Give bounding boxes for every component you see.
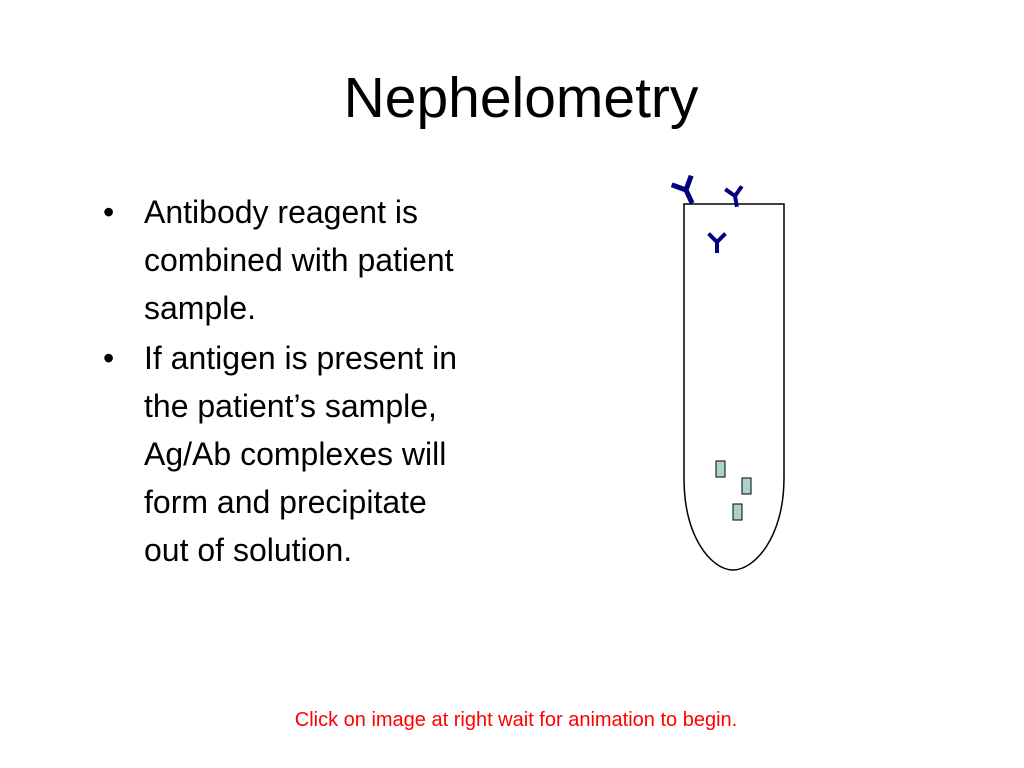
bullet-list [103,188,563,576]
antibody-icon [674,178,699,205]
bullet-line: Antibody reagent is [144,194,418,230]
ag-ab-complex-icon [742,478,751,494]
bullet-line: sample. [144,290,257,326]
slide-title: Nephelometry [343,66,699,130]
animation-instruction: Click on image at right wait for animation to begin. [294,709,738,731]
bullet-marker: • [103,194,115,230]
bullet-marker: • [103,340,115,376]
bullet-line: combined with patient [144,242,454,278]
ag-ab-complex-icon [733,504,742,520]
ag-ab-complex-icon [716,461,725,477]
bullet-item-antibody-reagent [103,188,563,332]
bullet-line: If antigen is present in [144,340,458,376]
bullet-line: the patient’s sample, [144,388,437,424]
test-tube-animation[interactable] [660,168,800,578]
bullet-line: out of solution. [144,532,353,568]
bullet-item-antigen-present [103,334,563,574]
bullet-line: form and precipitate [144,484,427,520]
bullet-line: Ag/Ab complexes will [144,436,447,472]
